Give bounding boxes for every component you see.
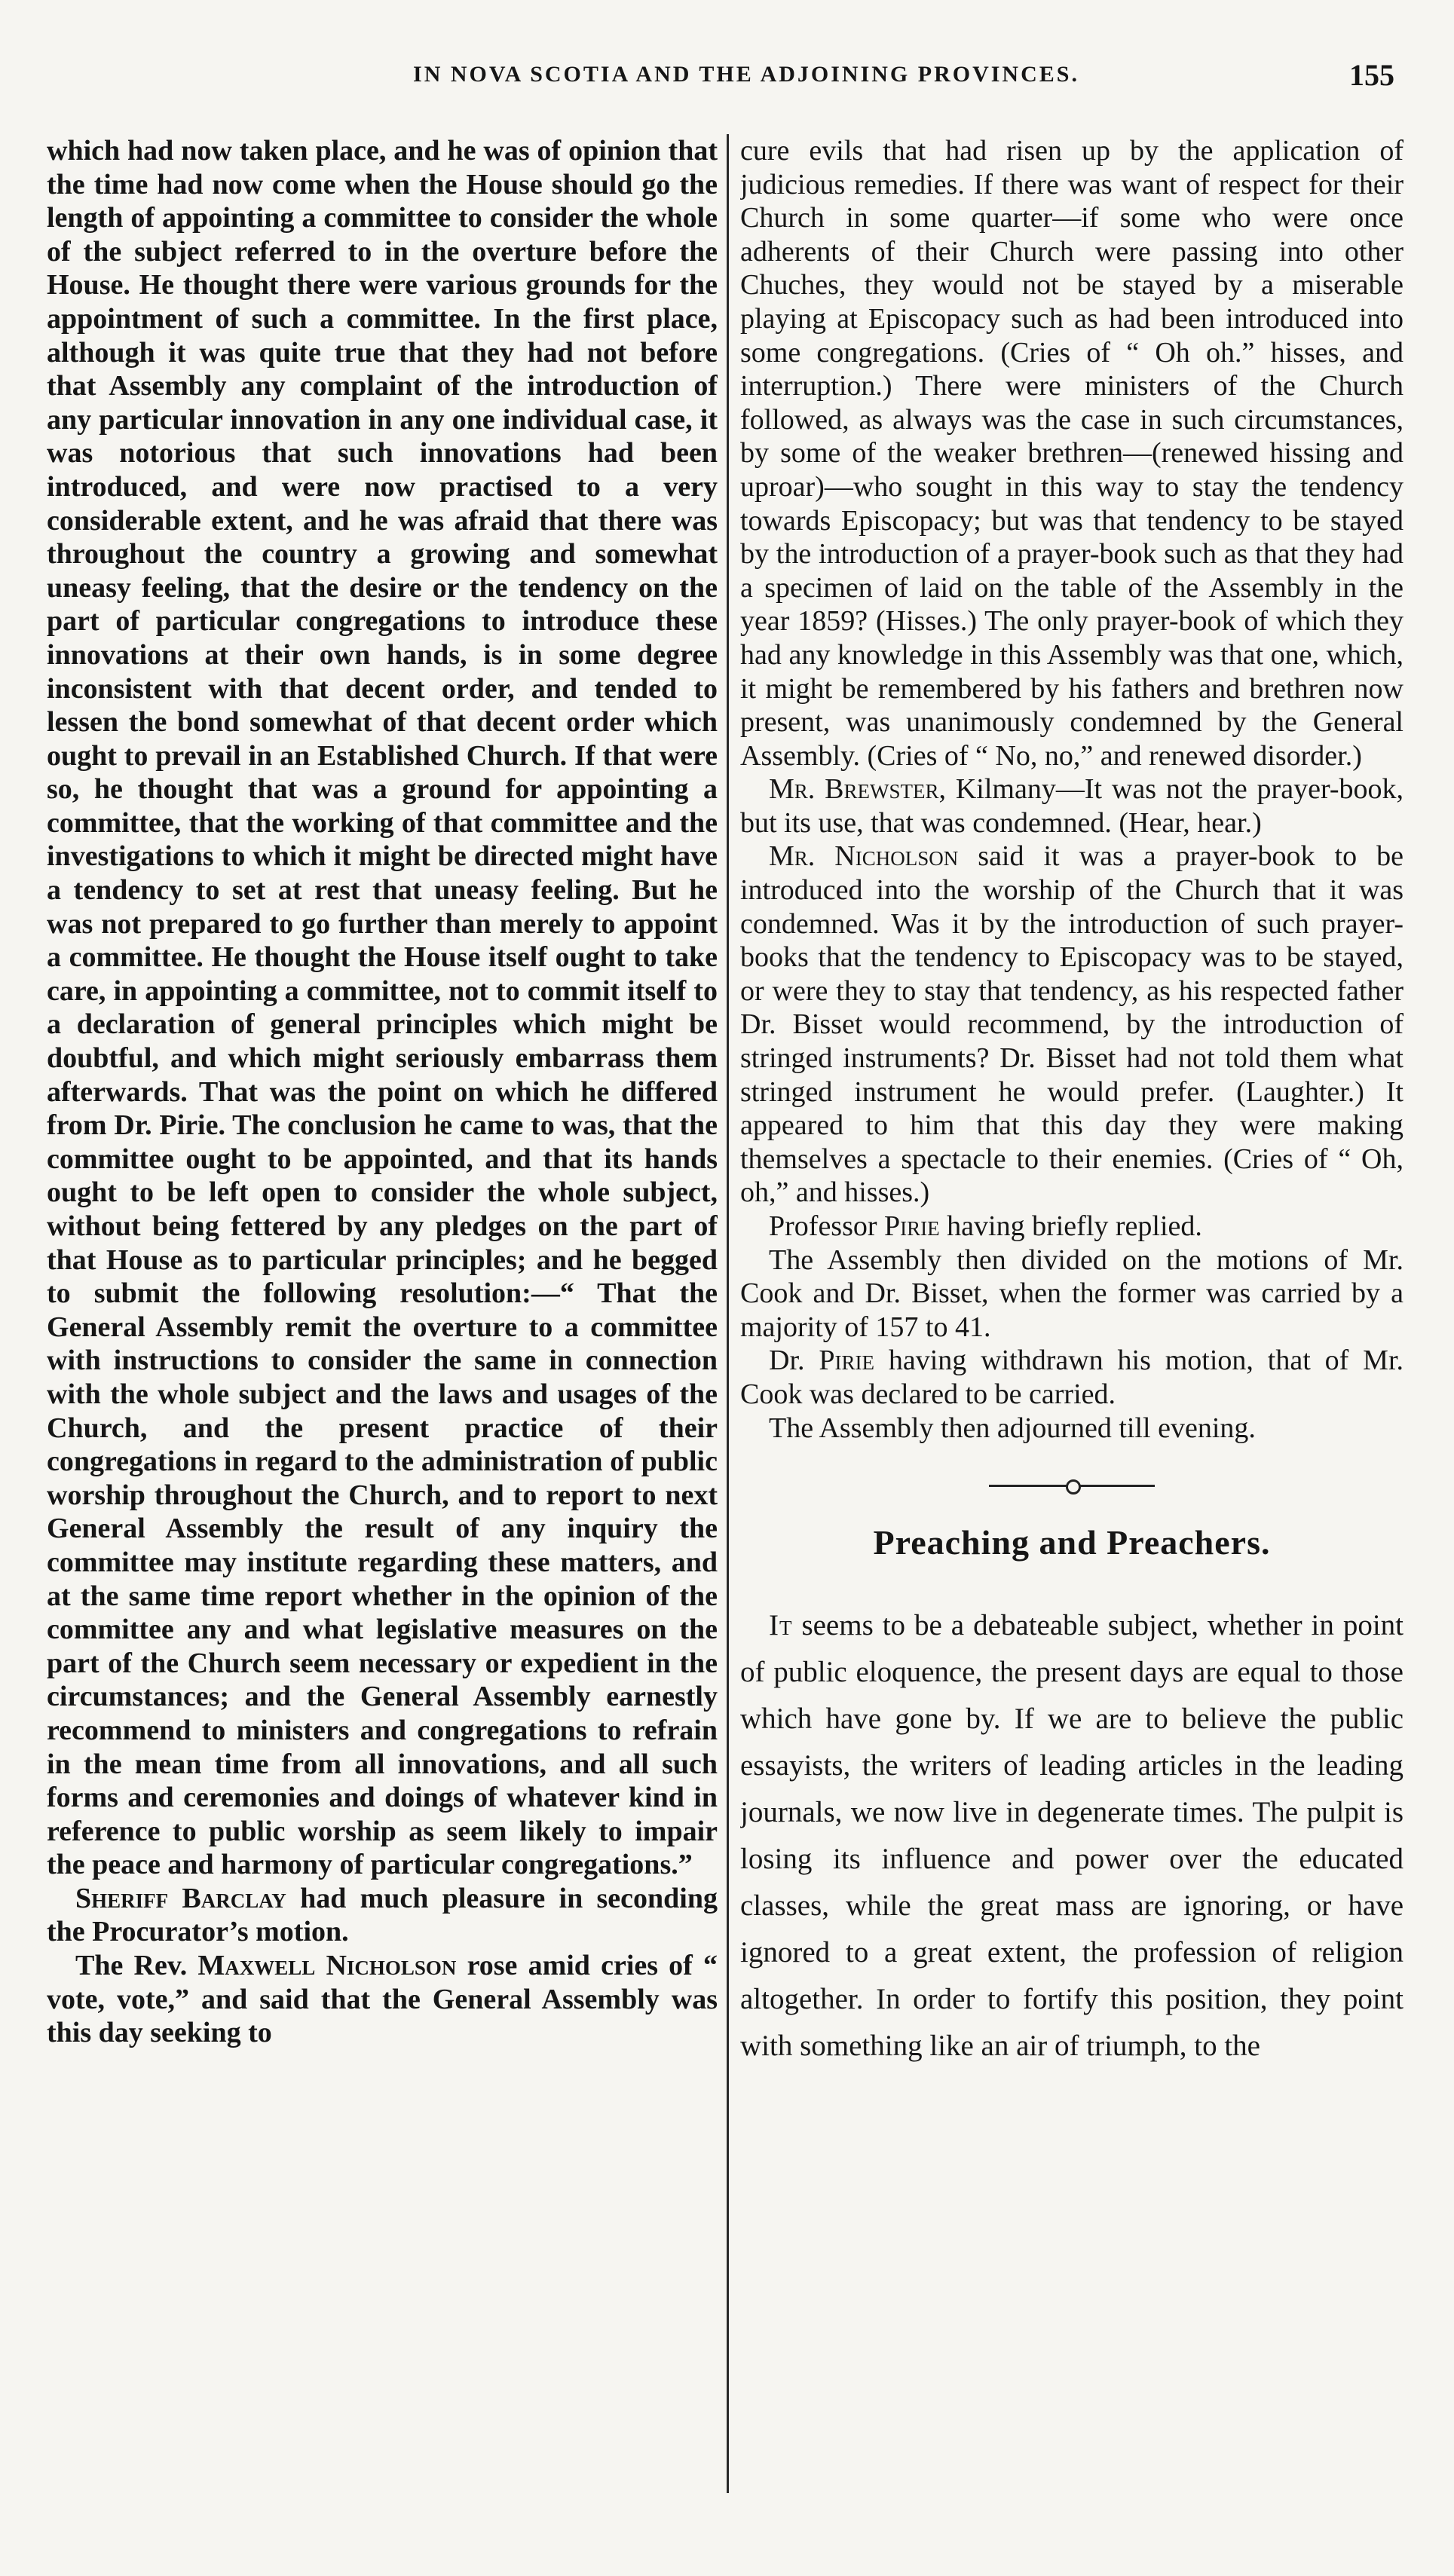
paragraph-text: , Kilmany—It was not the prayer-book, but its use, that was condemned. (Hear, hear.): [740, 773, 1403, 839]
speaker-name: Sheriff Barclay: [75, 1882, 286, 1914]
speaker-name: Maxwell Nicholson: [197, 1950, 457, 1982]
paragraph-text: The Rev.: [75, 1950, 198, 1982]
paragraph-text: Professor: [769, 1210, 885, 1242]
paragraph: [47, 1882, 718, 1949]
speaker-name: Pirie: [884, 1210, 940, 1242]
paragraph-text: having withdrawn his motion, that of Mr. Cook was declared to be carried.: [740, 1345, 1403, 1410]
paragraph: The Assembly then divided on the motions of Mr. Cook and Dr. Bisset, when the former was carried by a majority of 157 to 41.: [740, 1244, 1403, 1343]
paragraph: [740, 1344, 1403, 1411]
left-column: [47, 134, 718, 2531]
essay-opening-words: It: [769, 1608, 793, 1641]
paragraph-text: had much pleasure in seconding the Procurator’s motion.: [47, 1882, 718, 1948]
paragraph-text: rose amid cries of “ vote, vote,” and said that the General Assembly was this day seeking to: [47, 1950, 718, 2049]
speaker-name: Mr. Nicholson: [769, 840, 959, 873]
right-column: [740, 134, 1403, 2531]
paragraph: [740, 772, 1403, 840]
section-divider: [989, 1479, 1155, 1491]
speaker-name: Mr. Brewster: [769, 773, 939, 806]
paragraph: cure evils that had risen up by the application of judicious remedies. If there was want of respect for their Church in some quarter—if some who were once adherents of their Church were passing into other Chuches, they would not be stayed by a miserable playing at Episcopacy such as had been introduced into some congregations. (Cries of “ Oh oh.” hisses, and interruption.) There were ministers of the Church followed, as always was the case in such circumstances, by some of the weaker brethren—(renewed hissing and uproar)—who sought in this way to stay the tendency towards Episcopacy; but was that tendency to be stayed by the introduction of a prayer-book such as that they had a specimen of laid on the table of the Assembly in the year 1859? (Hisses.) The only prayer-book of which they had any knowledge in this Assembly was that one, which, it might be remembered by his fathers and brethren now present, was unanimously condemned by the General Assembly. (Cries of “ No, no,” and renewed disorder.): [740, 135, 1403, 772]
paragraph-text: having briefly replied.: [939, 1210, 1202, 1242]
running-head: [75, 58, 1402, 99]
page-number: 155: [1349, 58, 1394, 92]
section-heading: Preaching and Preachers.: [873, 1523, 1271, 1562]
paragraph: [740, 1210, 1403, 1244]
paragraph: which had now taken place, and he was of opinion that the time had now come when the House should go the length of appointing a committee to consider the whole of the subject referred to in the overture before the House. He thought there were various grounds for the appointment of such a committee. In the first place, although it was quite true that they had not before that Assembly any complaint of the introduction of any particular innovation in any one individual case, it was notorious that such innovations had been introduced, and were now practised to a very considerable extent, and he was afraid that there was throughout the country a growing and somewhat uneasy feeling, that the desire or the tendency on the part of particular congregations to introduce these innovations at their own hands, is in some degree inconsistent with that decent order, and tended to lessen the bond somewhat of that decent order which ought to prevail in an Established Church. If that were so, he thought that was a ground for appointing a committee, that the working of that committee and the investigations to which it might be directed might have a tendency to set at rest that uneasy feeling. But he was not prepared to go further than merely to appoint a committee. He thought the House itself ought to take care, in appointing a committee, not to commit itself to a declaration of general principles which might be doubtful, and which might seriously embarrass them afterwards. That was the point on which he differed from Dr. Pirie. The conclusion he came to was, that the committee ought to be appointed, and that its hands ought to be left open to consider the whole subject, without being fettered by any pledges on the part of that House as to particular principles; and he begged to submit the following resolution:—“ That the General Assembly remit the overture to a committee with instructions to consider the same in connection with the whole subject and the laws and usages of the Church, and the present practice of their congregations in regard to the administration of public worship throughout the Church, and to report to next General Assembly the result of any inquiry the committee may institute regarding these matters, and at the same time report whether in the opinion of the committee any and what legislative measures on the part of the Church seem necessary or expedient in the circumstances; and the General Assembly earnestly recommend to ministers and congregations to refrain in the mean time from all innovations, and all such forms and ceremonies and doings of whatever kind in reference to public worship as seem likely to impair the peace and harmony of particular congregations.”: [47, 135, 718, 1881]
divider-ornament: [1066, 1479, 1081, 1495]
speaker-name: Pirie: [819, 1345, 874, 1377]
paragraph: [740, 840, 1403, 1210]
column-divider: [727, 134, 729, 2493]
essay-paragraph: [740, 1602, 1403, 2070]
paragraph-text: said it was a prayer-book to be introduced into the worship of the Church that it was condemned. Was it by the introduction of such prayer-books that the tendency to Episcopacy was to be stayed, or were they to stay that tendency, as his respected father Dr. Bisset would recommend, by the introduction of stringed instruments? Dr. Bisset had not told them what stringed instrument he would prefer. (Laughter.) It appeared to him that this day they were making themselves a spectacle to their enemies. (Cries of “ Oh, oh,” and hisses.): [740, 840, 1403, 1209]
paragraph-text: Dr.: [769, 1345, 819, 1377]
paragraph: [47, 1949, 718, 2050]
paragraph: The Assembly then adjourned till evening.: [769, 1412, 1256, 1444]
running-title: IN NOVA SCOTIA AND THE ADJOINING PROVINCES.: [413, 62, 1079, 87]
paragraph-text: seems to be a debateable subject, whether in point of public eloquence, the present days are equal to those which have gone by. If we are to believe the public essayists, the writers of leading articles in the leading journals, we now live in degenerate times. The pulpit is losing its influence and power over the educated classes, while the great mass are ignoring, or have ignored to a great extent, the profession of religion altogether. In order to fortify this position, they point with something like an air of triumph, to the: [740, 1608, 1403, 2062]
